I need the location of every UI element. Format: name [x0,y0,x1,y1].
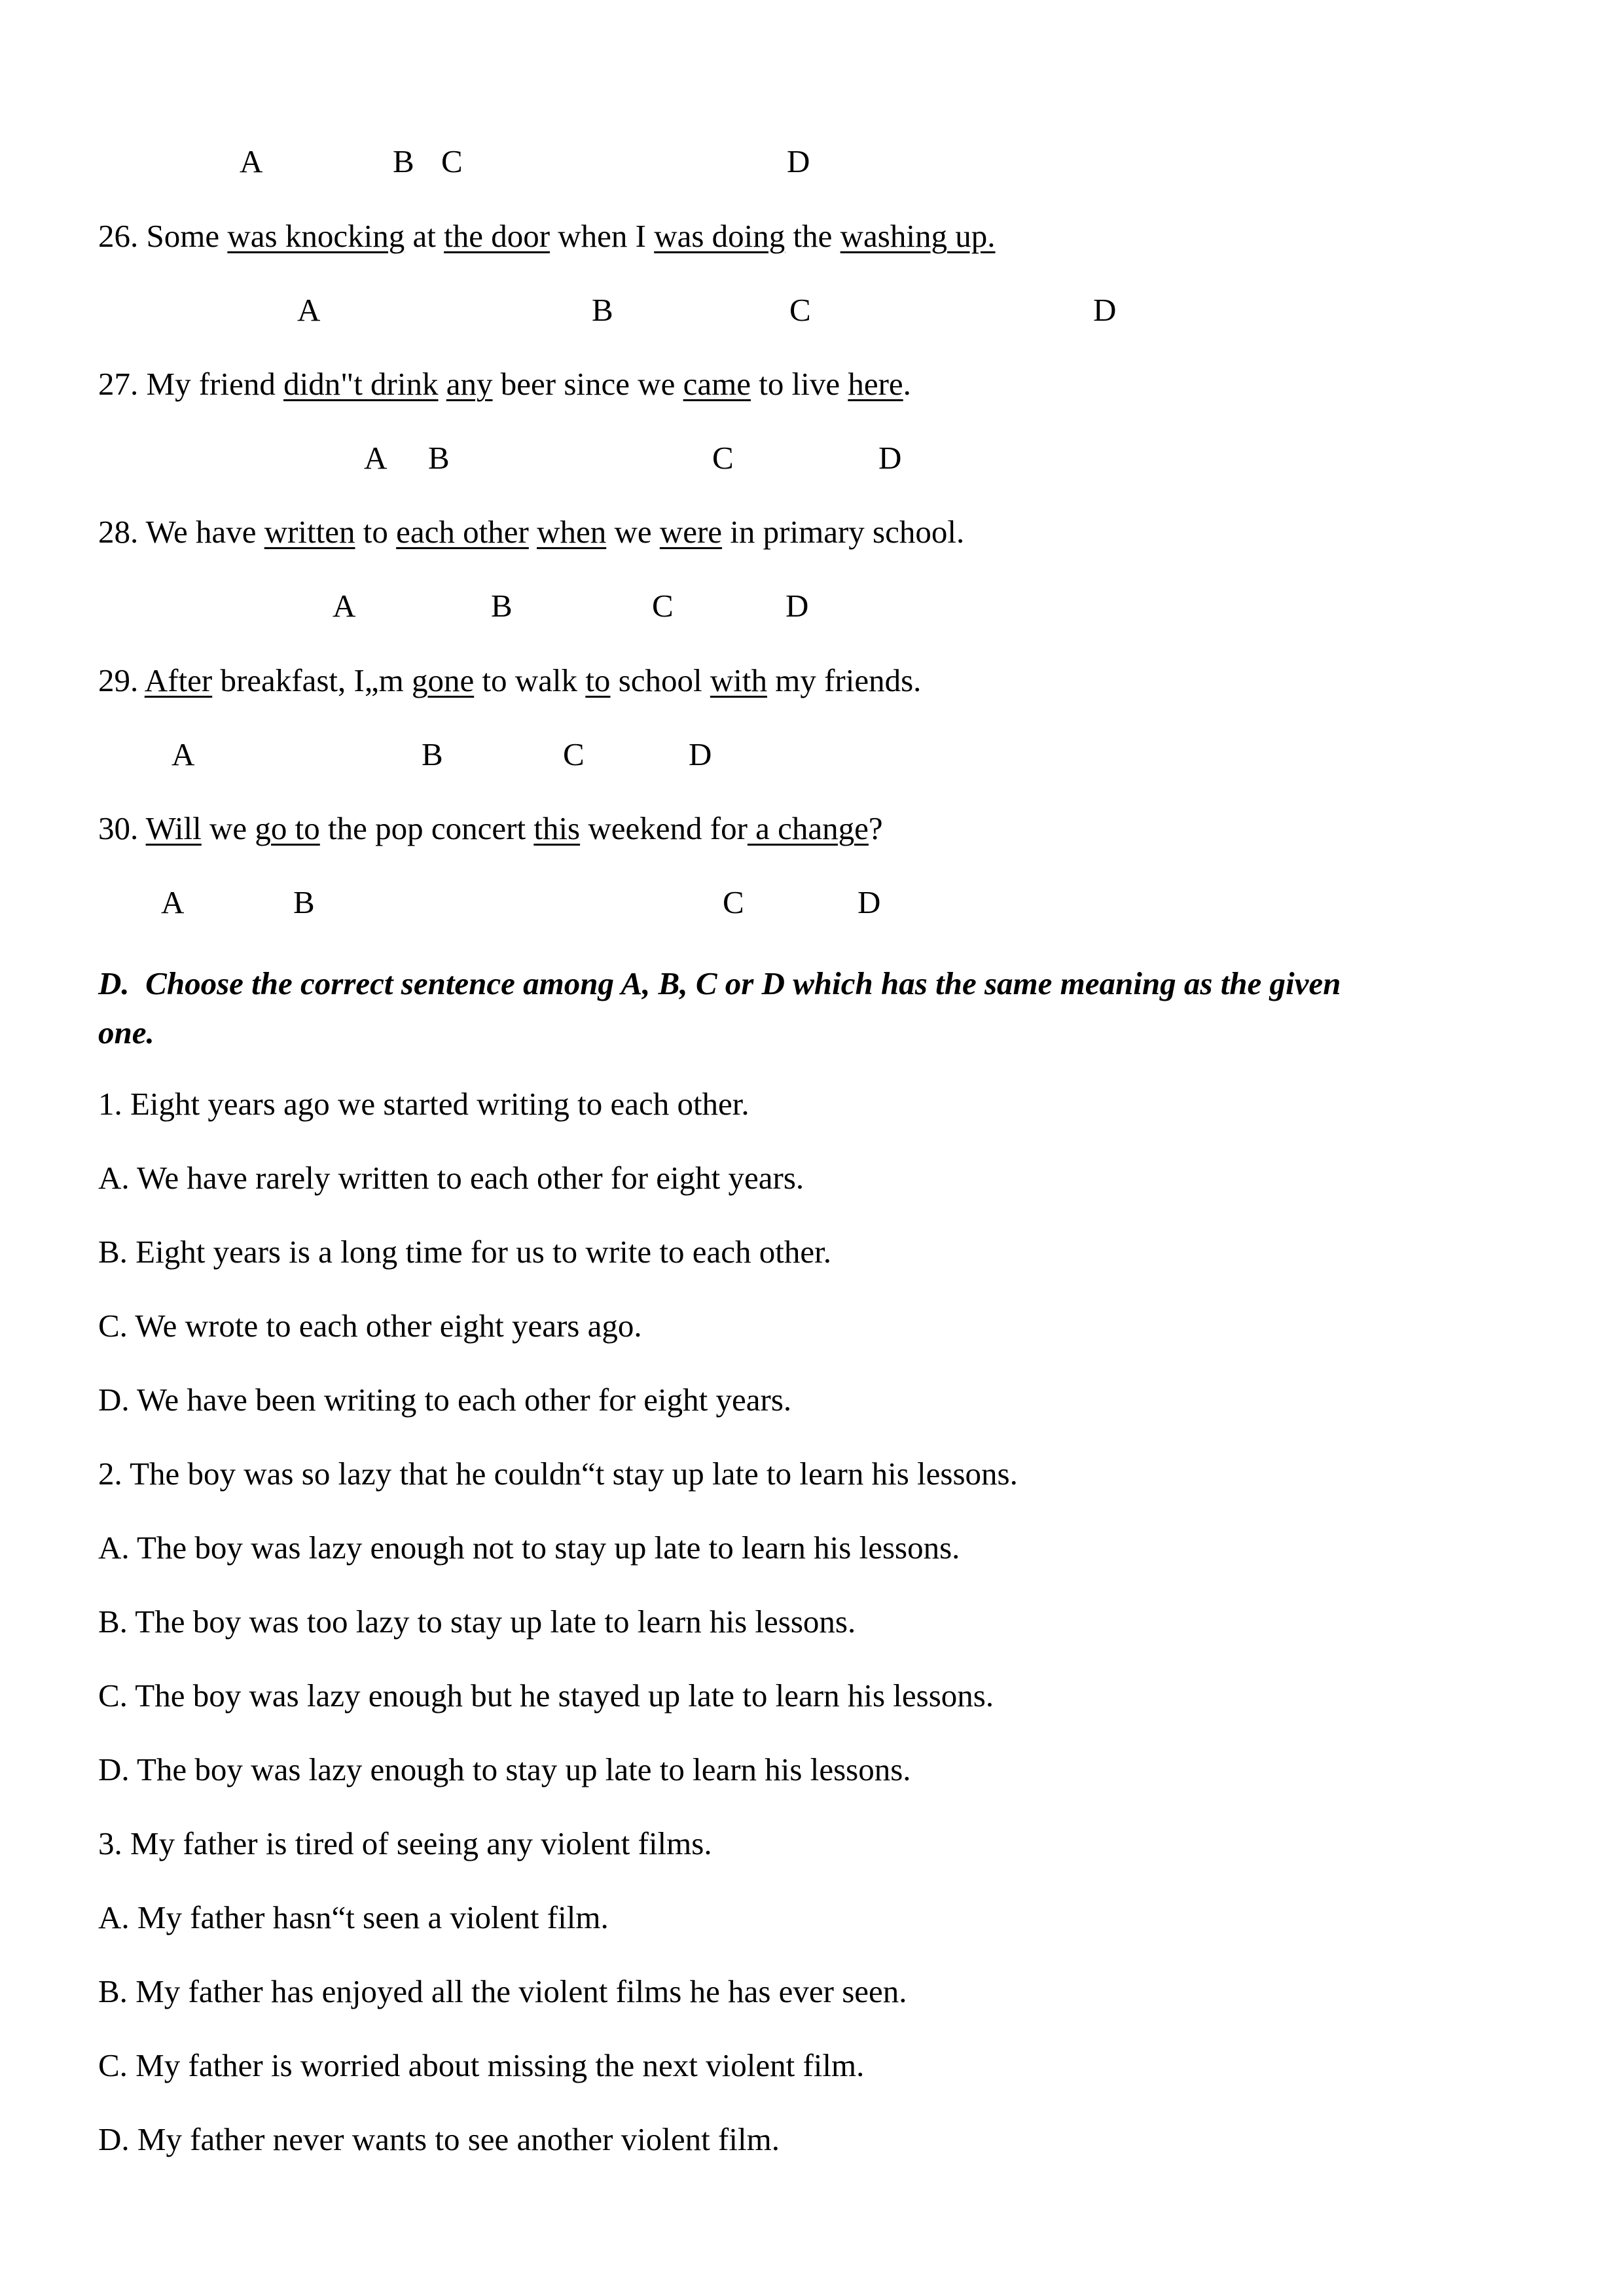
d-question-3-option-a: A. My father hasn“t seen a violent film. [98,1899,609,1935]
section-d-heading: D. Choose the correct sentence among A, B, C or D which has the same meaning as the given [98,965,1341,1001]
answer-letter-b: B [393,143,414,179]
question-28: 28. We have written to each other when we were in primary school. [98,514,965,550]
answer-letter-c: C [712,440,734,476]
underlined-option-c: came [683,366,751,402]
answer-letter-a: A [333,588,356,624]
answer-letter-d: D [787,143,810,179]
underlined-option-b: go to [255,810,320,846]
answer-letter-c: C [563,736,585,772]
d-question-3-stem: 3. My father is tired of seeing any violent films. [98,1825,712,1861]
underlined-option-a: written [264,514,355,550]
underlined-option-c: when [537,514,607,550]
answer-letter-c: C [441,143,463,179]
d-question-1-stem: 1. Eight years ago we started writing to each other. [98,1086,749,1122]
underlined-option-b: the door [444,218,550,254]
underlined-option-b: any [446,366,493,402]
answer-letter-a: A [364,440,388,476]
d-question-1-option-d: D. We have been writing to each other for eight years. [98,1382,792,1418]
underlined-option-c: to [585,662,611,698]
answer-letter-a: A [171,736,195,772]
underlined-option-d: with [710,662,767,698]
d-question-1-option-c: C. We wrote to each other eight years ago. [98,1308,642,1344]
underlined-option-d: here [848,366,903,402]
answer-letter-c: C [789,292,811,328]
underlined-option-d: a change [747,810,869,846]
answer-letter-d: D [878,440,902,476]
question-30: 30. Will we go to the pop concert this weekend for a change? [98,810,883,846]
d-question-2-option-d: D. The boy was lazy enough to stay up late to learn his lessons. [98,1751,911,1787]
answer-letter-d: D [785,588,809,624]
d-question-1-option-a: A. We have rarely written to each other for eight years. [98,1160,804,1196]
answer-letter-d: D [857,884,881,920]
d-question-2-option-c: C. The boy was lazy enough but he stayed up late to learn his lessons. [98,1677,994,1713]
answer-letter-d: D [689,736,712,772]
underlined-option-d: washing up. [840,218,996,254]
answer-letter-b: B [293,884,315,920]
d-question-2-stem: 2. The boy was so lazy that he couldn“t stay up late to learn his lessons. [98,1456,1018,1492]
question-27: 27. My friend didn"t drink any beer since we came to live here. [98,366,911,402]
answer-letter-d: D [1093,292,1117,328]
d-question-3-option-b: B. My father has enjoyed all the violent films he has ever seen. [98,1973,907,2009]
answer-letter-b: B [491,588,513,624]
d-question-3-option-d: D. My father never wants to see another violent film. [98,2121,780,2157]
underlined-option-d: were [659,514,723,550]
underlined-option-a: Will [145,810,202,846]
question-26: 26. Some was knocking at the door when I was doing the washing up. [98,218,996,254]
underlined-option-b: gone [411,662,475,698]
answer-letter-c: C [652,588,674,624]
answer-letter-a: A [161,884,185,920]
answer-letter-b: B [422,736,443,772]
underlined-option-c: this [533,810,581,846]
underlined-option-a: was knocking [227,218,405,254]
answer-letter-c: C [723,884,744,920]
underlined-option-c: was doing [654,218,785,254]
question-29: 29. After breakfast, I„m gone to walk to school with my friends. [98,662,922,698]
underlined-option-a: After [144,662,213,698]
underlined-option-a: didn"t drink [283,366,439,402]
answer-letter-b: B [428,440,450,476]
answer-letter-b: B [592,292,613,328]
answer-letter-a: A [297,292,321,328]
d-question-3-option-c: C. My father is worried about missing the next violent film. [98,2047,865,2083]
d-question-2-option-a: A. The boy was lazy enough not to stay up late to learn his lessons. [98,1530,960,1566]
d-question-1-option-b: B. Eight years is a long time for us to write to each other. [98,1234,831,1270]
underlined-option-b: each other [396,514,529,550]
d-question-2-option-b: B. The boy was too lazy to stay up late to learn his lessons. [98,1604,856,1640]
section-d-heading-cont: one. [98,1014,154,1050]
answer-letter-a: A [240,143,263,179]
